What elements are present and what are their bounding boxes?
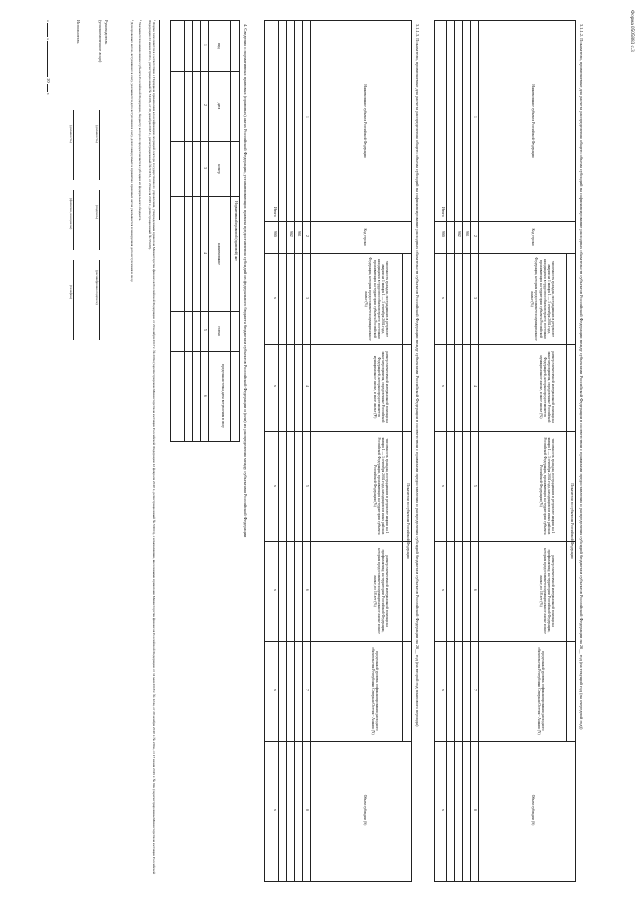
table-1-total-x-5: x xyxy=(441,485,445,487)
table-2-total-code: 900 xyxy=(273,231,277,237)
table-2-colnum-3: 3 xyxy=(305,297,309,299)
head-label: Руководитель xyxy=(104,20,109,45)
table-2-total-x-8: x xyxy=(273,809,277,811)
table-1-col-code: Код строки xyxy=(531,228,535,246)
table-1-total-x-4: x xyxy=(441,385,445,387)
table-2-colnum-2: 2 xyxy=(305,235,309,237)
table-1-row-code-1: 901 xyxy=(465,231,469,237)
table-2-col-code: Код строки xyxy=(363,228,367,246)
date-line xyxy=(45,20,50,95)
table-1-colnum-4: 4 xyxy=(473,385,477,387)
head-signature-line xyxy=(99,190,100,250)
section-1-caption: 3.1.1.2. Показатели, применяемые для расчета распределения общего объема субсидий на софинансирование расходных обязательств субъектов Российской Федерации между субъектами Российской Федерации в соответствии с правилами предоставления и распределения субсидий бюджетам субъектов Российской Федерации на 20__ год (на текущий год (на очередной год)) xyxy=(579,24,584,730)
footnote-3: ³ Для правовых актов, вступивших в силу, указывается дата вступления в силу, для планируемых к принятию правовых актов указывается планируемая дата вступления в силу. xyxy=(130,20,134,283)
table-3-col-6: предельная точка даты вступления в силу xyxy=(221,364,225,428)
table-1-colnum-1: 1 xyxy=(473,116,477,118)
table-1-col-4: размер ежемесячной материальной помощи на иные мероприятия, определенные Российской Федерацией, которым предоставляется муниципальное жилье, и иное жилье (%) xyxy=(538,351,555,423)
head-position-line xyxy=(99,110,100,180)
table-2-total-x-3: x xyxy=(273,297,277,299)
table-2 xyxy=(264,20,412,882)
date-year-suffix: г. xyxy=(46,92,51,95)
table-2-col-8: Объем субсидии (S) xyxy=(363,794,367,826)
table-3-colnum-4: 4 xyxy=(203,252,207,254)
date-year: 20 xyxy=(46,78,51,83)
table-2-col-6: размер ежемесячной материальной помощи на профилактику, на территории Российской Федерации, которым предоставляется муниципальное жилье и иное жилье, по 18 лет (%) xyxy=(372,548,389,634)
table-1-group-header: Показатели по субъектам Российской Федерации xyxy=(570,483,574,559)
table-2-colnum-4: 4 xyxy=(305,385,309,387)
table-2-total-x-4: x xyxy=(273,385,277,387)
executor-position-caption: (должность) xyxy=(69,125,73,143)
table-3-group-header: Нормативный правовой (правовой) акт xyxy=(234,201,238,261)
table-2-col-4: размер ежемесячной материальной помощи на иные мероприятия, определенные Российской Федерацией, которым предоставляется муниципальное жилье, и иное жилье (Ψ) xyxy=(372,351,389,423)
date-quote-close: » xyxy=(46,38,51,41)
table-1-col-3: численность граждан, пострадавших в результате аварии на 1 января 1 — 3 сентября 2004 года, находящихся в трудоспособном возрасте, постоянно проживающих на территории субъекта Российской Федерации, которым предоставляется муниципальное жилье (%) xyxy=(530,257,555,341)
table-1-total-x-3: x xyxy=(441,297,445,299)
table-3-col-3: номер xyxy=(217,164,221,174)
table-2-row-code-1: 901 xyxy=(297,231,301,237)
executor-phone-line xyxy=(73,260,74,340)
section-3-caption: 4. Сведения о нормативных правовых (правовых) актах Российской Федерации, устанавливающих правила предоставления субсидий из федерального бюджета бюджетам субъектов Российской Федерации и (или) их распределения между субъектами Российской Федерации xyxy=(243,24,248,538)
table-1-colnum-2: 2 xyxy=(473,235,477,237)
table-3-colnum-5: 5 xyxy=(203,329,207,331)
footnote-divider xyxy=(159,20,160,220)
table-1-colnum-3: 3 xyxy=(473,297,477,299)
table-3-colnum-2: 2 xyxy=(203,104,207,106)
table-2-colnum-1: 1 xyxy=(305,116,309,118)
table-3-colnum-3: 3 xyxy=(203,167,207,169)
table-2-col-5: численность граждан, пострадавших в результате аварии на 1 января 1 — 3 сентября 2004 года, находящихся в иных районах Российской Федерации, проживающих на территории субъекта Российской Федерации (%) xyxy=(372,437,389,535)
table-2-colnum-5: 5 xyxy=(305,485,309,487)
table-2-total-x-5: x xyxy=(273,485,277,487)
form-label: Форма 0505883 с.3 xyxy=(629,10,635,52)
table-1 xyxy=(434,20,576,882)
table-3-col-2: дата xyxy=(217,102,221,110)
table-1-total-x-7: x xyxy=(441,689,445,691)
table-2-colnum-8: 8 xyxy=(305,809,309,811)
table-3-colnum-1: 1 xyxy=(203,44,207,46)
table-1-colnum-6: 6 xyxy=(473,589,477,591)
executor-position-line xyxy=(73,110,74,180)
table-1-total-x-6: x xyxy=(441,589,445,591)
table-1-col-name: Наименование субъекта Российской Федерации xyxy=(531,84,535,158)
table-1-col-7: предельный уровень софинансирования расходного обязательства Республики Северная Осетия - Алания (Y) xyxy=(536,647,545,735)
table-3-colnum-6: 6 xyxy=(203,395,207,397)
section-2-caption: 3.1.1.3. Показатели, применяемые для расчета распределения общего объема субсидий на софинансирование расходных обязательств субъектов Российской Федерации между субъектами Российской Федерации в соответствии с правилами предоставления и распределения субсидий бюджетам субъектов Российской Федерации на 20__ год (на второй год планового периода) xyxy=(415,24,420,727)
date-quote-open: « xyxy=(46,20,51,23)
executor-label: Исполнитель xyxy=(76,20,81,44)
table-1-colnum-7: 7 xyxy=(473,689,477,691)
table-2-total-x-7: x xyxy=(273,689,277,691)
table-3-col-4: наименование xyxy=(217,243,221,265)
table-1-colnum-8: 8 xyxy=(473,809,477,811)
table-1-total-x-8: x xyxy=(441,809,445,811)
table-2-col-3: численность граждан, пострадавших в результате аварии на 1 января 1 — 3 сентября 2004 года, находящихся в трудоспособном возрасте, постоянно проживающих на территории субъекта Российской Федерации, которым предоставляется муниципальное жилье (%) xyxy=(364,257,389,341)
table-3-col-1: вид xyxy=(217,43,221,49)
table-1-col-6: размер ежемесячной материальной помощи на профилактику, на территории Российской Федерации, которым предоставляется муниципальное жилье и иное жилье, по 18 лет (%) xyxy=(538,548,555,634)
table-1-total-code: 900 xyxy=(441,231,445,237)
table-2-total-x-6: x xyxy=(273,589,277,591)
table-1-total-label: Итого xyxy=(441,207,445,217)
head-sub: (уполномоченное лицо) xyxy=(98,20,103,63)
table-1-col-5: численность граждан, пострадавших в результате аварии на 1 января 1 — 3 сентября 2004 года, находящихся в иных районах Российской Федерации, проживающих на территории субъекта Российской Федерации (%) xyxy=(538,437,555,535)
table-2-colnum-6: 6 xyxy=(305,589,309,591)
footnote-1: ¹ Форма заполняется в соответствии с Порядком применения классификации операций сектора государственного управления, утвержденным приказом Министерства финансов Российской Федерации от 29 ноября 2017 г. № 209н (зарегистрирован Министерством юстиции Российской Федерации 12 февраля 2018 г., регистрационный № 50003), с изменениями, внесенными приказами Министерства финансов Российской Федерации от 31 мая 2018 г. № 124н, от 28 ноября 2018 г. № 236н, от 17 июня 2019 г. № 92н (зарегистрированы Министерством юстиции Российской Федерации 21 июня 2018 г., регистрационный № 51396, от 26 декабря 2018 г., регистрационный № 53153, от 29 июля 2019 г., регистрационный № 55438). xyxy=(147,20,156,875)
table-1-colnum-5: 5 xyxy=(473,485,477,487)
footnote-2: ² Указывается наименование субъекта Российской Федерации, бюджету которого предоставляется субсидия из федерального бюджета. xyxy=(138,20,142,222)
head-decoding-caption: (расшифровка подписи) xyxy=(95,270,99,305)
table-2-colnum-7: 7 xyxy=(305,689,309,691)
table-1-col-8: Объем субсидии (S) xyxy=(531,794,535,826)
executor-phone-caption: (телефон) xyxy=(69,285,73,300)
table-1-row-code-2: 902 xyxy=(457,231,461,237)
table-2-group-header: Показатели по субъектам Российской Федерации xyxy=(406,483,410,559)
executor-fio-caption: (фамилия, инициалы) xyxy=(69,198,73,230)
table-2-row-code-2: 902 xyxy=(289,231,293,237)
head-signature-caption: (подпись) xyxy=(95,205,99,220)
table-2-col-name: Наименование субъекта Российской Федерации xyxy=(363,84,367,158)
head-decoding-line xyxy=(99,260,100,340)
table-2-total-label: Итого xyxy=(273,207,277,217)
head-position-caption: (должность) xyxy=(95,125,99,143)
table-3 xyxy=(170,20,240,442)
executor-fio-line xyxy=(73,190,74,250)
table-3-col-5: статья xyxy=(217,326,221,336)
table-2-col-7: предельный уровень софинансирования расходного обязательства Республики Северная Осетия - Алания (Y) xyxy=(370,647,379,735)
